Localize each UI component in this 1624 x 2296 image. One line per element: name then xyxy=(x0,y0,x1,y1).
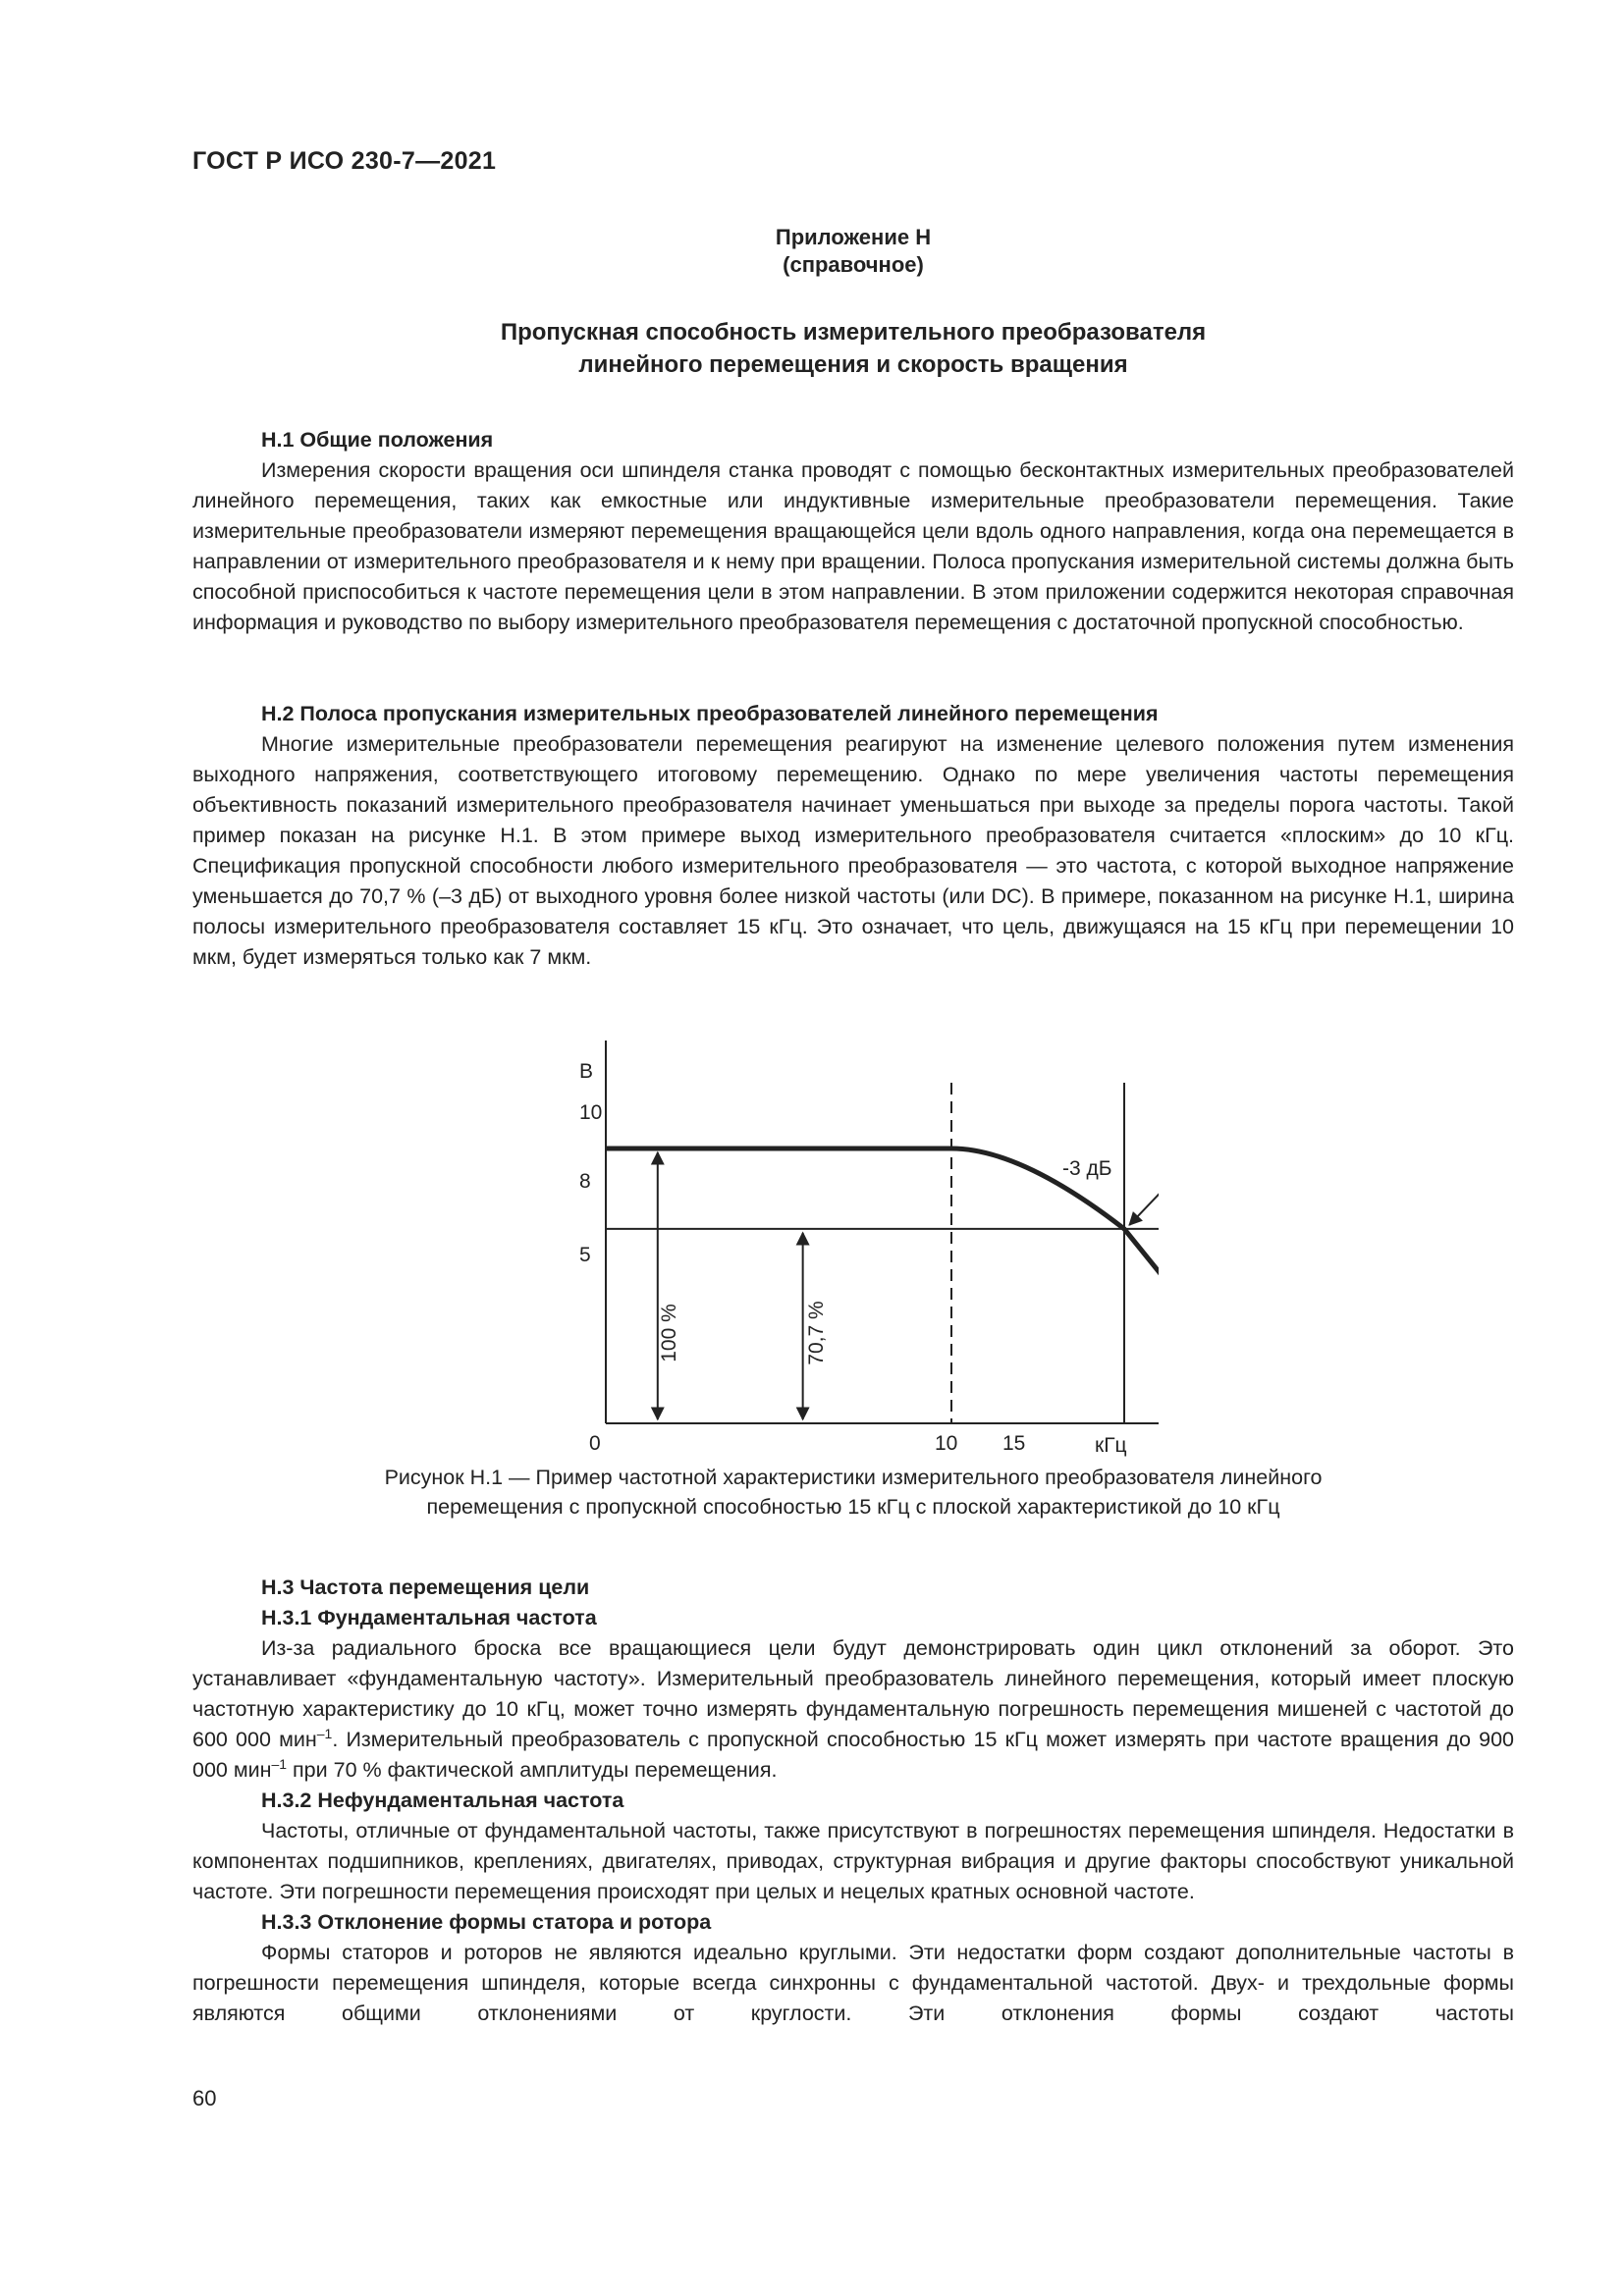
x-tick-label: 15 xyxy=(1002,1432,1026,1455)
section-h3-heading: Н.3 Частота перемещения цели xyxy=(261,1575,590,1599)
appendix-label: Приложение Н xyxy=(775,225,932,249)
section-h31-heading: Н.3.1 Фундаментальная частота xyxy=(261,1606,597,1629)
title-line-1: Пропускная способность измерительного преобразователя xyxy=(500,319,1207,346)
section-h1-text: Измерения скорости вращения оси шпинделя станка проводят с помощью бесконтактных измерительных преобразователей линейного перемещения, таких как емкостные или индуктивные измерительные преобразователи перемещения. Такие измерительные преобразователи измеряют перемещения вращающейся цели вдоль одного направления, когда она перемещается в направлении от измерительного преобразователя и к нему при вращении. Полоса пропускания измерительной системы должна быть способной приспособиться к частоте перемещения цели в этом направлении. В этом приложении содержится некоторая справочная информация и руководство по выбору измерительного преобразователя перемещения с достаточной пропускной способностью. xyxy=(192,458,1514,634)
x-tick-label: 10 xyxy=(935,1432,958,1455)
section-h33-heading: Н.3.3 Отклонение формы статора и ротора xyxy=(261,1910,712,1934)
x-axis-label: кГц xyxy=(1095,1434,1127,1457)
response-curve xyxy=(606,1148,1159,1379)
section-h2 xyxy=(192,699,1514,973)
frequency-response-chart xyxy=(550,1041,1159,1463)
plot-area xyxy=(606,1041,1159,1423)
text-part-c: при 70 % фактической амплитуды перемещения. xyxy=(287,1758,778,1782)
y-tick-label: 10 xyxy=(579,1101,603,1124)
y-axis-label: В xyxy=(579,1060,594,1083)
minus-3db-leader xyxy=(1129,1162,1159,1225)
section-h2-text: Многие измерительные преобразователи перемещения реагируют на изменение целевого положения путем изменения выходного напряжения, соответствующего итоговому перемещению. Однако по мере увеличения частоты перемещения объективность показаний измерительного преобразователя начинает уменьшаться при выходе за пределы порога частоты. Такой пример показан на рисунке Н.1. В этом примере выход измерительного преобразователя считается «плоским» до 10 кГц. Спецификация пропускной способности любого измерительного преобразователя — это частота, с которой выходное напряжение уменьшается до 70,7 % (–3 дБ) от выходного уровня более низкой частоты (или DC). В примере, показанном на рисунке Н.1, ширина полосы измерительного преобразователя составляет 15 кГц. Это означает, что цель, движущаяся на 15 кГц при перемещении 10 мкм, будет измеряться только как 7 мкм. xyxy=(192,732,1514,969)
text-part-a: Из-за радиального броска все вращающиеся цели будут демонстрировать один цикл отклонений за оборот. Это устанавливает «фундаментальную частоту». Измерительный преобразователь линейного перемещения, который имеет плоскую частотную характеристику до 10 кГц, может точно измерять фундаментальную погрешность перемещения мишеней с частотой до 600 000 мин xyxy=(192,1636,1514,1751)
minus-3db-label: -3 дБ xyxy=(1062,1157,1112,1180)
x-tick-label: 0 xyxy=(589,1432,601,1455)
section-h1-heading: Н.1 Общие положения xyxy=(261,428,494,452)
y-tick-label: 8 xyxy=(579,1170,591,1193)
caption-line-2: перемещения с пропускной способностью 15 кГц с плоской характеристикой до 10 кГц xyxy=(426,1495,1280,1519)
section-h31-text xyxy=(192,1633,1514,1786)
section-h2-heading: Н.2 Полоса пропускания измерительных преобразователей линейного перемещения xyxy=(261,702,1159,725)
appendix-title xyxy=(192,316,1514,381)
section-h32-heading: Н.3.2 Нефундаментальная частота xyxy=(261,1789,624,1812)
label-70-7-percent: 70,7 % xyxy=(805,1301,828,1365)
y-tick-label: 5 xyxy=(579,1244,591,1266)
document-id: ГОСТ Р ИСО 230-7—2021 xyxy=(192,147,497,175)
appendix-heading xyxy=(192,224,1514,279)
superscript: –1 xyxy=(316,1725,333,1741)
caption-line-1: Рисунок Н.1 — Пример частотной характеристики измерительного преобразователя линейного xyxy=(384,1466,1323,1489)
appendix-type: (справочное) xyxy=(783,252,924,277)
section-h32-text: Частоты, отличные от фундаментальной частоты, также присутствуют в погрешностях перемещения шпинделя. Недостатки в компонентах подшипников, креплениях, двигателях, приводах, структурная вибрация и другие факторы способствуют уникальной частоте. Эти погрешности перемещения происходят при целых и нецелых кратных основной частоте. xyxy=(192,1819,1514,1903)
page-number: 60 xyxy=(192,2086,217,2110)
section-h3 xyxy=(192,1573,1514,2029)
title-line-2: линейного перемещения и скорость вращения xyxy=(578,351,1128,378)
section-h33-text: Формы статоров и роторов не являются идеально круглыми. Эти недостатки форм создают дополнительные частоты в погрешности перемещения шпинделя, которые всегда синхронны с фундаментальной частотой. Двух- и трехдольные формы являются общими отклонениями от круглости. Эти отклонения формы создают частоты xyxy=(192,1941,1514,2025)
section-h1 xyxy=(192,425,1514,638)
superscript: –1 xyxy=(271,1755,288,1772)
figure-caption xyxy=(192,1463,1514,1522)
text-part-b: . Измерительный преобразователь с пропускной способностью 15 кГц может измерять при частоте вращения до 900 000 мин xyxy=(192,1728,1515,1782)
label-100-percent: 100 % xyxy=(658,1304,680,1362)
